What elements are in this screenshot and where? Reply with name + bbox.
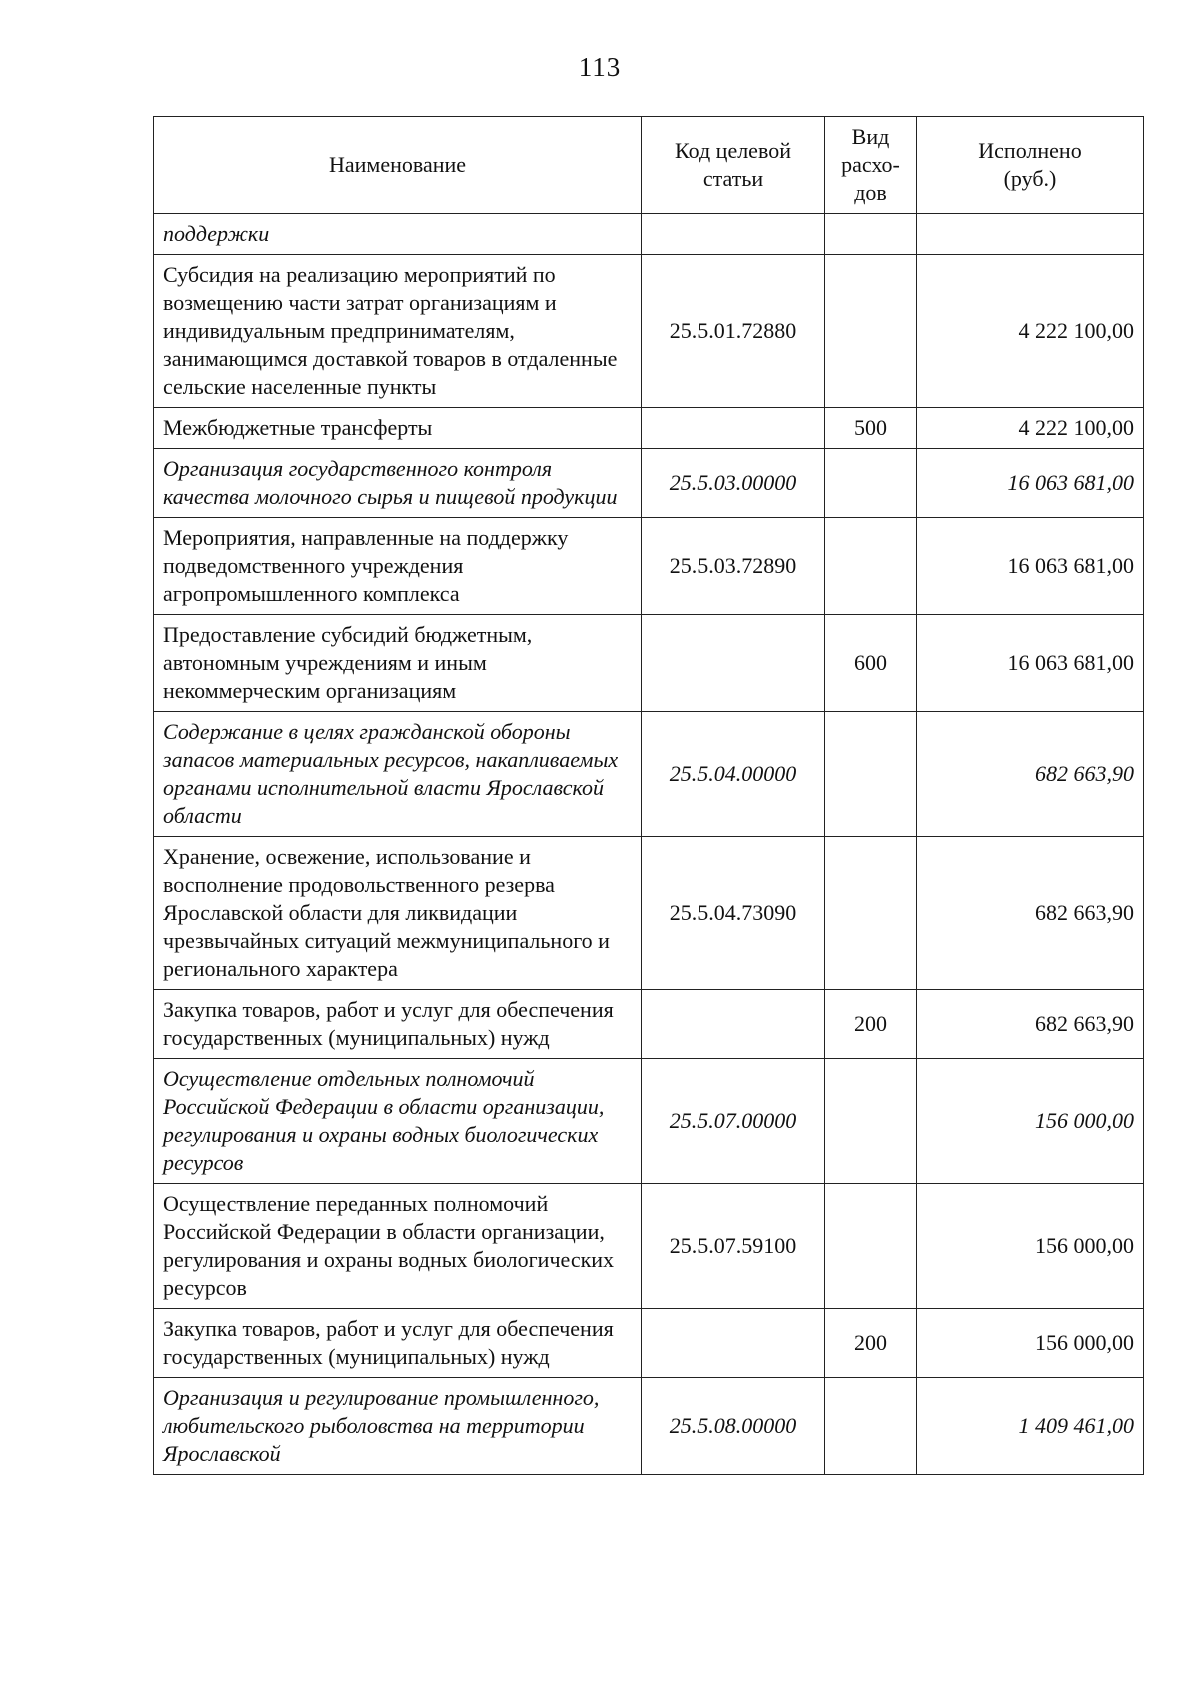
header-expense-type xyxy=(825,117,917,214)
cell-name: Содержание в целях гражданской обороны запасов материальных ресурсов, накапливаемых органами исполнительной власти Ярославской области xyxy=(154,712,642,837)
table-header-row xyxy=(154,117,1144,214)
cell-executed-amount: 682 663,90 xyxy=(917,712,1144,837)
cell-expense-type xyxy=(825,712,917,837)
cell-name: Хранение, освежение, использование и восполнение продовольственного резерва Ярославской области для ликвидации чрезвычайных ситуаций межмуниципального и регионального характера xyxy=(154,837,642,990)
header-type-line1: Вид xyxy=(851,124,890,149)
table-body xyxy=(154,214,1144,1475)
cell-expense-type xyxy=(825,1378,917,1475)
cell-executed-amount: 4 222 100,00 xyxy=(917,408,1144,449)
table-row xyxy=(154,449,1144,518)
cell-executed-amount: 16 063 681,00 xyxy=(917,518,1144,615)
header-type-line2: расхо- xyxy=(841,152,900,177)
cell-target-code: 25.5.04.00000 xyxy=(642,712,825,837)
cell-target-code xyxy=(642,214,825,255)
cell-target-code xyxy=(642,615,825,712)
cell-target-code: 25.5.01.72880 xyxy=(642,255,825,408)
cell-name: поддержки xyxy=(154,214,642,255)
cell-expense-type xyxy=(825,1184,917,1309)
header-target-code xyxy=(642,117,825,214)
cell-executed-amount: 156 000,00 xyxy=(917,1059,1144,1184)
cell-executed-amount: 16 063 681,00 xyxy=(917,449,1144,518)
table-row xyxy=(154,615,1144,712)
cell-expense-type xyxy=(825,214,917,255)
table-row xyxy=(154,518,1144,615)
table-row xyxy=(154,1059,1144,1184)
cell-expense-type xyxy=(825,518,917,615)
header-code-line2: статьи xyxy=(702,166,764,191)
header-executed-amount xyxy=(917,117,1144,214)
cell-expense-type xyxy=(825,255,917,408)
cell-target-code xyxy=(642,990,825,1059)
table-row xyxy=(154,1184,1144,1309)
header-name: Наименование xyxy=(154,117,642,214)
table-row xyxy=(154,408,1144,449)
budget-execution-table xyxy=(153,116,1144,1475)
cell-name: Осуществление переданных полномочий Российской Федерации в области организации, регулирования и охраны водных биологических ресурсов xyxy=(154,1184,642,1309)
cell-name: Закупка товаров, работ и услуг для обеспечения государственных (муниципальных) нужд xyxy=(154,990,642,1059)
cell-target-code xyxy=(642,1309,825,1378)
cell-executed-amount: 16 063 681,00 xyxy=(917,615,1144,712)
cell-name: Закупка товаров, работ и услуг для обеспечения государственных (муниципальных) нужд xyxy=(154,1309,642,1378)
cell-executed-amount: 1 409 461,00 xyxy=(917,1378,1144,1475)
table-row xyxy=(154,1309,1144,1378)
cell-executed-amount xyxy=(917,214,1144,255)
table-row xyxy=(154,712,1144,837)
cell-name: Осуществление отдельных полномочий Российской Федерации в области организации, регулирования и охраны водных биологических ресурсов xyxy=(154,1059,642,1184)
cell-executed-amount: 4 222 100,00 xyxy=(917,255,1144,408)
cell-expense-type: 200 xyxy=(825,1309,917,1378)
cell-expense-type xyxy=(825,837,917,990)
cell-expense-type: 600 xyxy=(825,615,917,712)
header-type-line3: дов xyxy=(854,180,887,205)
cell-name: Субсидия на реализацию мероприятий по возмещению части затрат организациям и индивидуальным предпринимателям, занимающимся доставкой товаров в отдаленные сельские населенные пункты xyxy=(154,255,642,408)
table-row xyxy=(154,990,1144,1059)
cell-target-code: 25.5.03.72890 xyxy=(642,518,825,615)
cell-name: Межбюджетные трансферты xyxy=(154,408,642,449)
table-row xyxy=(154,255,1144,408)
page-number: 113 xyxy=(578,52,622,82)
cell-expense-type: 500 xyxy=(825,408,917,449)
header-code-line1: Код целевой xyxy=(675,138,791,163)
cell-target-code xyxy=(642,408,825,449)
cell-target-code: 25.5.07.00000 xyxy=(642,1059,825,1184)
header-amount-line2: (руб.) xyxy=(1003,166,1057,191)
cell-executed-amount: 156 000,00 xyxy=(917,1184,1144,1309)
cell-target-code: 25.5.07.59100 xyxy=(642,1184,825,1309)
cell-executed-amount: 682 663,90 xyxy=(917,990,1144,1059)
table-row xyxy=(154,1378,1144,1475)
cell-expense-type: 200 xyxy=(825,990,917,1059)
cell-name: Мероприятия, направленные на поддержку подведомственного учреждения агропромышленного комплекса xyxy=(154,518,642,615)
cell-executed-amount: 156 000,00 xyxy=(917,1309,1144,1378)
cell-target-code: 25.5.04.73090 xyxy=(642,837,825,990)
cell-target-code: 25.5.03.00000 xyxy=(642,449,825,518)
table-row xyxy=(154,837,1144,990)
table-row xyxy=(154,214,1144,255)
cell-name: Предоставление субсидий бюджетным, автономным учреждениям и иным некоммерческим организациям xyxy=(154,615,642,712)
cell-name: Организация и регулирование промышленного, любительского рыболовства на территории Ярославской xyxy=(154,1378,642,1475)
header-amount-line1: Исполнено xyxy=(978,138,1082,163)
cell-name: Организация государственного контроля качества молочного сырья и пищевой продукции xyxy=(154,449,642,518)
cell-executed-amount: 682 663,90 xyxy=(917,837,1144,990)
cell-expense-type xyxy=(825,1059,917,1184)
cell-target-code: 25.5.08.00000 xyxy=(642,1378,825,1475)
cell-expense-type xyxy=(825,449,917,518)
